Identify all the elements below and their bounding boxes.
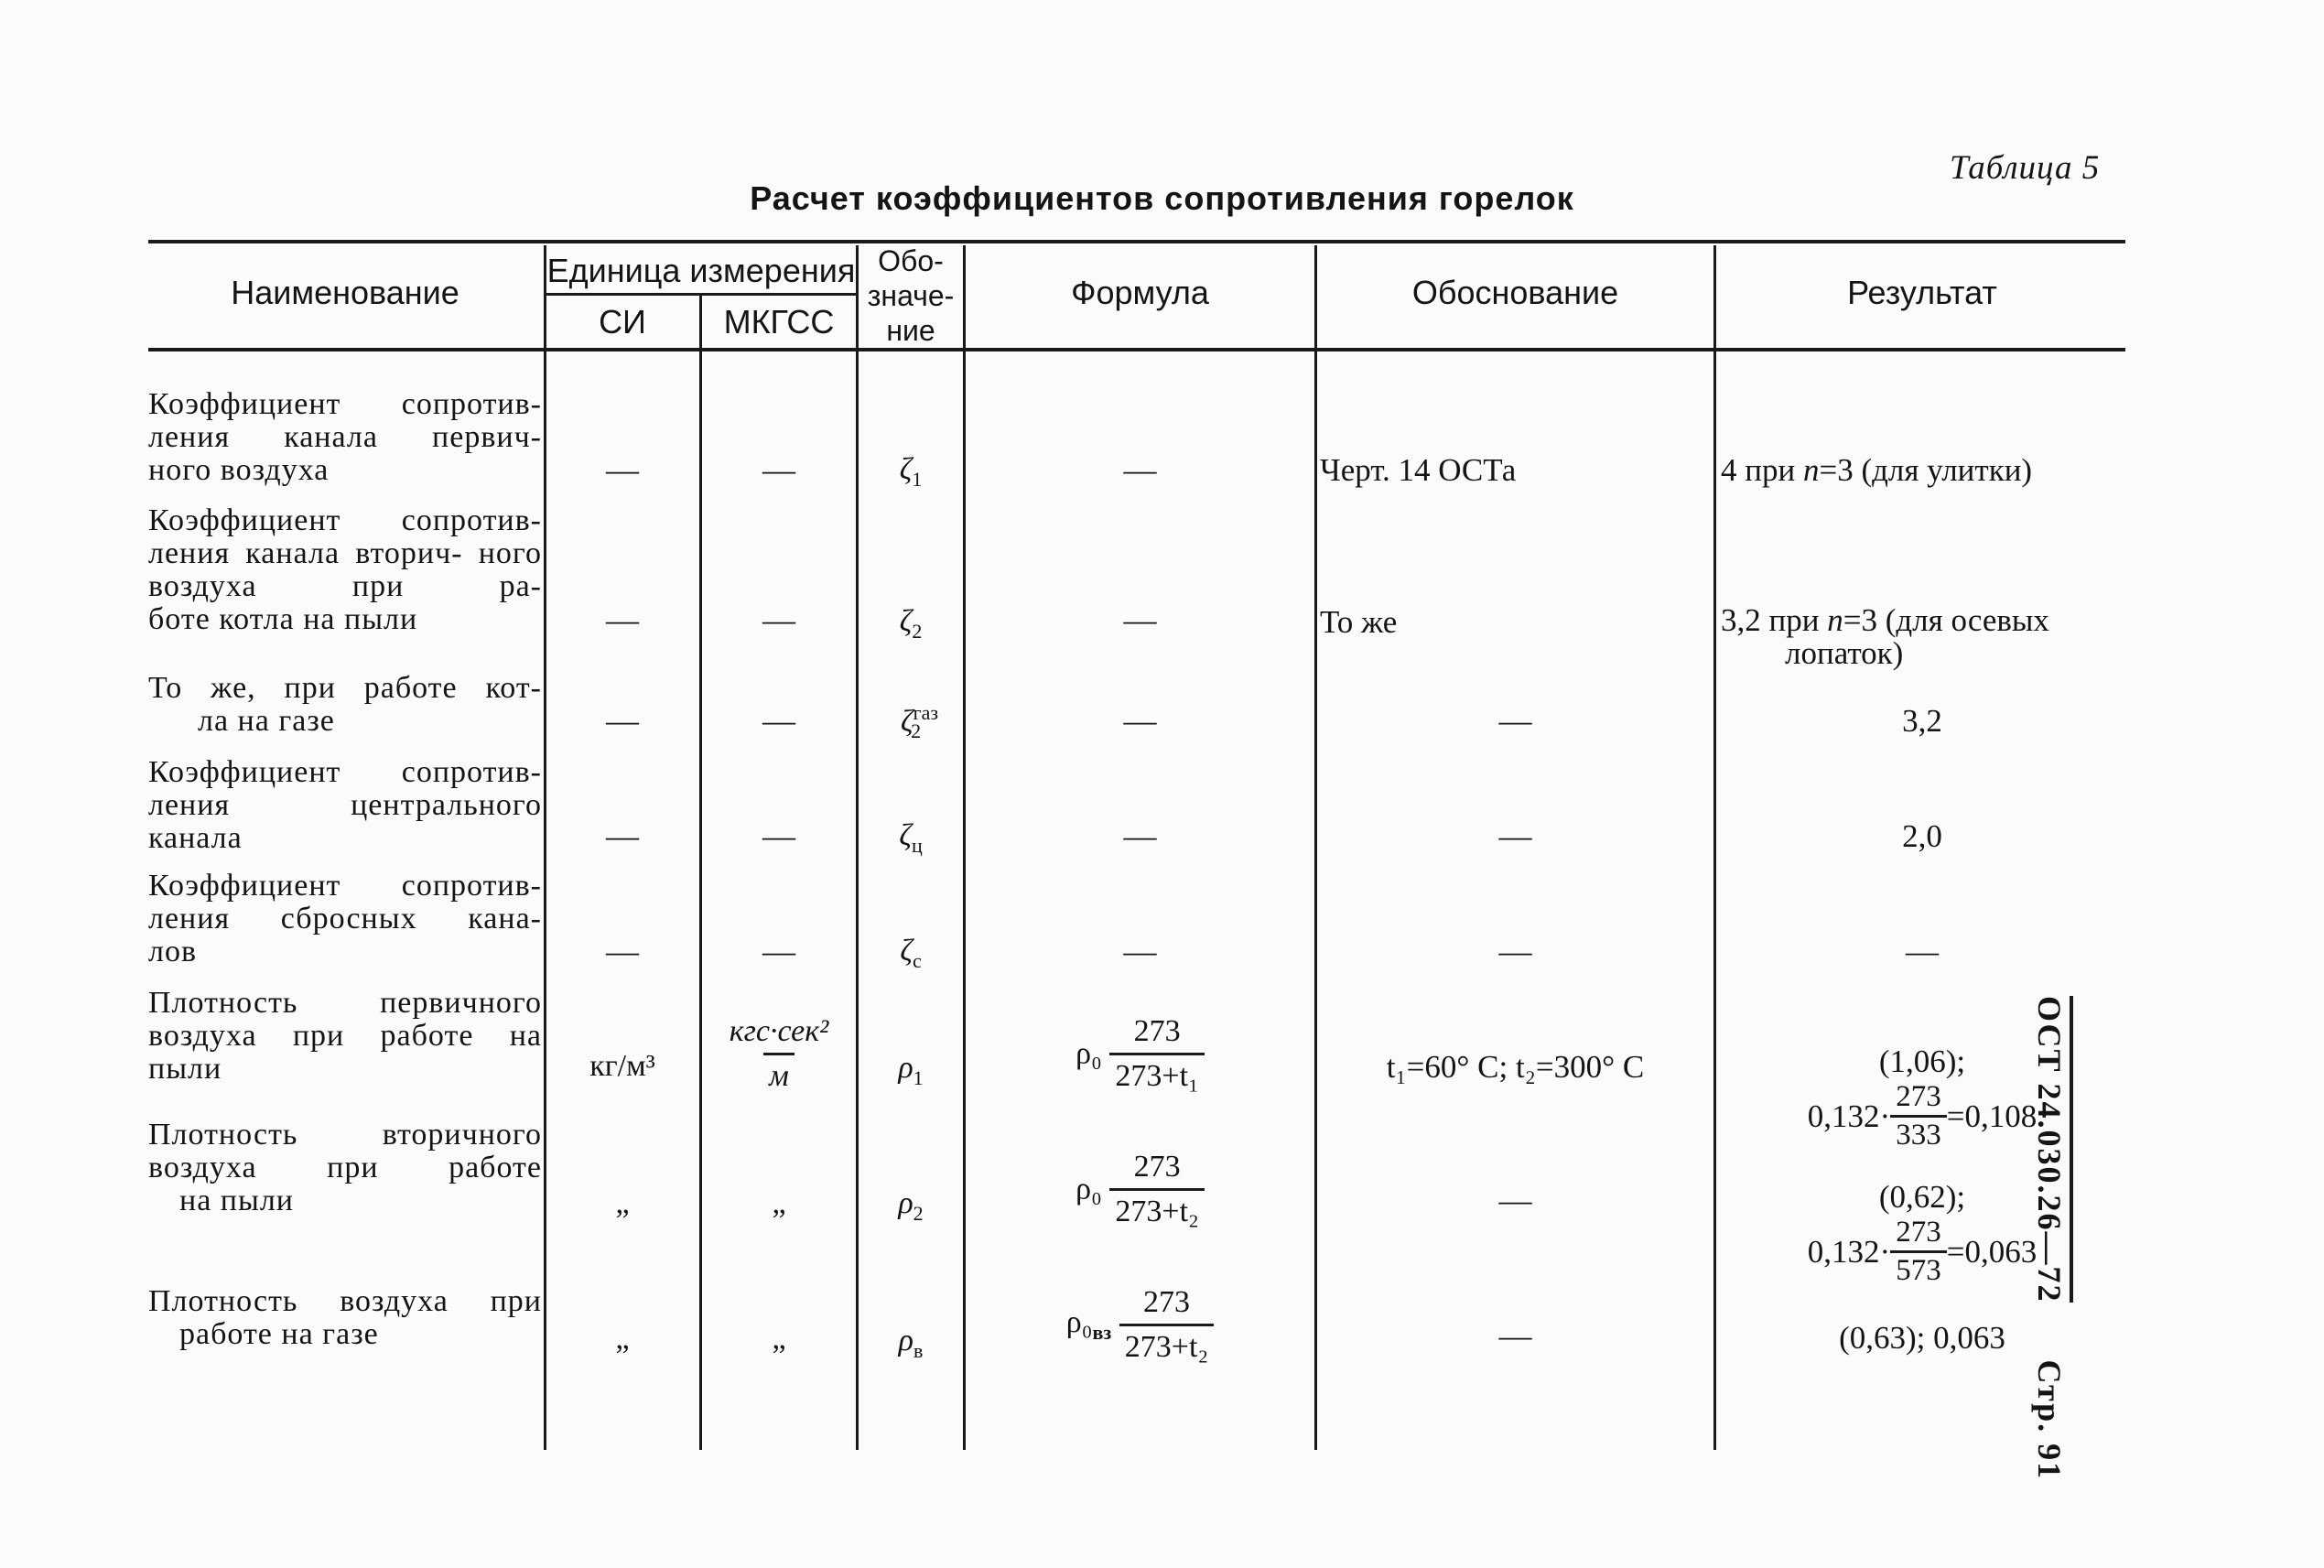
row-2-result: 3,2 при n=3 (для осевых лопаток) (1721, 602, 2049, 671)
header-bottom-rule (148, 348, 2125, 351)
row-6-formula: ρ₀ $\frac{273}{\text{273+t₁}}$ (966, 1014, 1314, 1094)
header-si: СИ (599, 303, 646, 341)
row-5-result: — (1906, 933, 1939, 969)
row-3-mkgss: — (762, 702, 795, 739)
header-result: Результат (1847, 274, 1997, 311)
row-1-name: Коэффициент сопротив- ления канала первич- ного воздуха (148, 387, 542, 487)
row-4-si: — (606, 817, 639, 854)
row-8-basis: — (1498, 1317, 1532, 1354)
row-7-basis: — (1498, 1182, 1532, 1218)
row-8-si: „ (615, 1322, 630, 1356)
document-title: Расчет коэффициентов сопротивления горелок (750, 179, 1574, 217)
row-1-formula: — (1123, 451, 1157, 488)
row-5-formula: — (1123, 933, 1157, 969)
row-5-name: Коэффициент сопротив- ления сбросных кана- лов (148, 869, 542, 968)
row-1-basis: Черт. 14 ОСТа (1320, 452, 1517, 488)
header-name: Наименование (231, 274, 459, 311)
row-7-name: Плотность вторичного воздуха при работе на пыли (148, 1118, 542, 1217)
row-8-result: (0,63); 0,063 (1839, 1320, 2005, 1356)
row-6-symbol: $\rho_1$ (898, 1051, 924, 1089)
top-rule (148, 240, 2125, 243)
row-2-si: — (606, 601, 639, 638)
row-2-basis: То же (1320, 604, 1398, 640)
row-5-si: — (606, 933, 639, 969)
row-5-symbol: $\zeta_с$ (900, 934, 922, 972)
row-7-symbol: $\rho_2$ (898, 1186, 924, 1225)
header-mkgss: МКГСС (723, 303, 835, 341)
row-6-si: кг/м³ (589, 1049, 655, 1083)
row-7-formula: ρ₀ $\frac{273}{\text{273+t₂}}$ (966, 1150, 1314, 1229)
row-8-mkgss: „ (772, 1322, 786, 1356)
header-symbol: Обо- значе- ние (867, 244, 955, 347)
standard-page-label: ОСТ 24.030.26—72 Стр. 91 (2030, 996, 2069, 1480)
row-6-mkgss: $\frac{\text{кгс·сек²}}{м}$ (729, 1014, 829, 1093)
row-7-si: „ (615, 1186, 630, 1220)
row-6-basis: t₁=60° C; t₂=300° C (1386, 1049, 1645, 1085)
row-2-symbol: $\zeta_2$ (899, 604, 923, 643)
row-1-result: 4 при n=3 (для улитки) (1721, 452, 2033, 488)
row-3-result: 3,2 (1902, 703, 1942, 739)
row-3-basis: — (1498, 702, 1532, 739)
row-5-mkgss: — (762, 933, 795, 969)
header-unit-group: Единица измерения (546, 252, 856, 289)
row-4-symbol: $\zeta_ц$ (899, 818, 923, 857)
row-8-name: Плотность воздуха при работе на газе (148, 1284, 542, 1351)
row-6-result: (1,06); 0,132· $\frac{273}{333}$ =0,108 (1807, 1044, 2038, 1152)
row-7-mkgss: „ (772, 1186, 786, 1220)
header-basis: Обоснование (1411, 274, 1619, 311)
row-7-result: (0,62); 0,132· $\frac{273}{573}$ =0,063 (1807, 1179, 2038, 1287)
row-2-formula: — (1123, 601, 1157, 638)
row-1-si: — (606, 451, 639, 488)
row-3-si: — (606, 702, 639, 739)
row-8-symbol: $\rho_в$ (898, 1324, 924, 1362)
row-1-mkgss: — (762, 451, 795, 488)
row-1-symbol: $\zeta_1$ (899, 452, 923, 491)
row-2-mkgss: — (762, 601, 795, 638)
row-2-name: Коэффициент сопротив- ления канала вторич- ного воздуха при ра- боте котла на пыли (148, 503, 543, 636)
header-formula: Формула (1071, 274, 1209, 311)
row-4-mkgss: — (762, 817, 795, 854)
row-3-name: То же, при работе кот- ла на газе (148, 671, 542, 738)
row-5-basis: — (1498, 933, 1532, 969)
row-4-formula: — (1123, 817, 1157, 854)
row-4-result: 2,0 (1902, 818, 1942, 854)
row-4-name: Коэффициент сопротив- ления центрального канала (148, 755, 542, 855)
row-3-formula: — (1123, 702, 1157, 739)
table-number: Таблица 5 (1950, 149, 2101, 187)
row-8-formula: $\rho_0_{вз}$ $\frac{273}{\text{273+t₂}}$ (966, 1285, 1314, 1365)
row-3-symbol: $\zeta^{газ}_2$ (900, 701, 939, 743)
row-6-name: Плотность первичного воздуха при работе на пыли (148, 986, 542, 1086)
row-4-basis: — (1498, 817, 1532, 854)
